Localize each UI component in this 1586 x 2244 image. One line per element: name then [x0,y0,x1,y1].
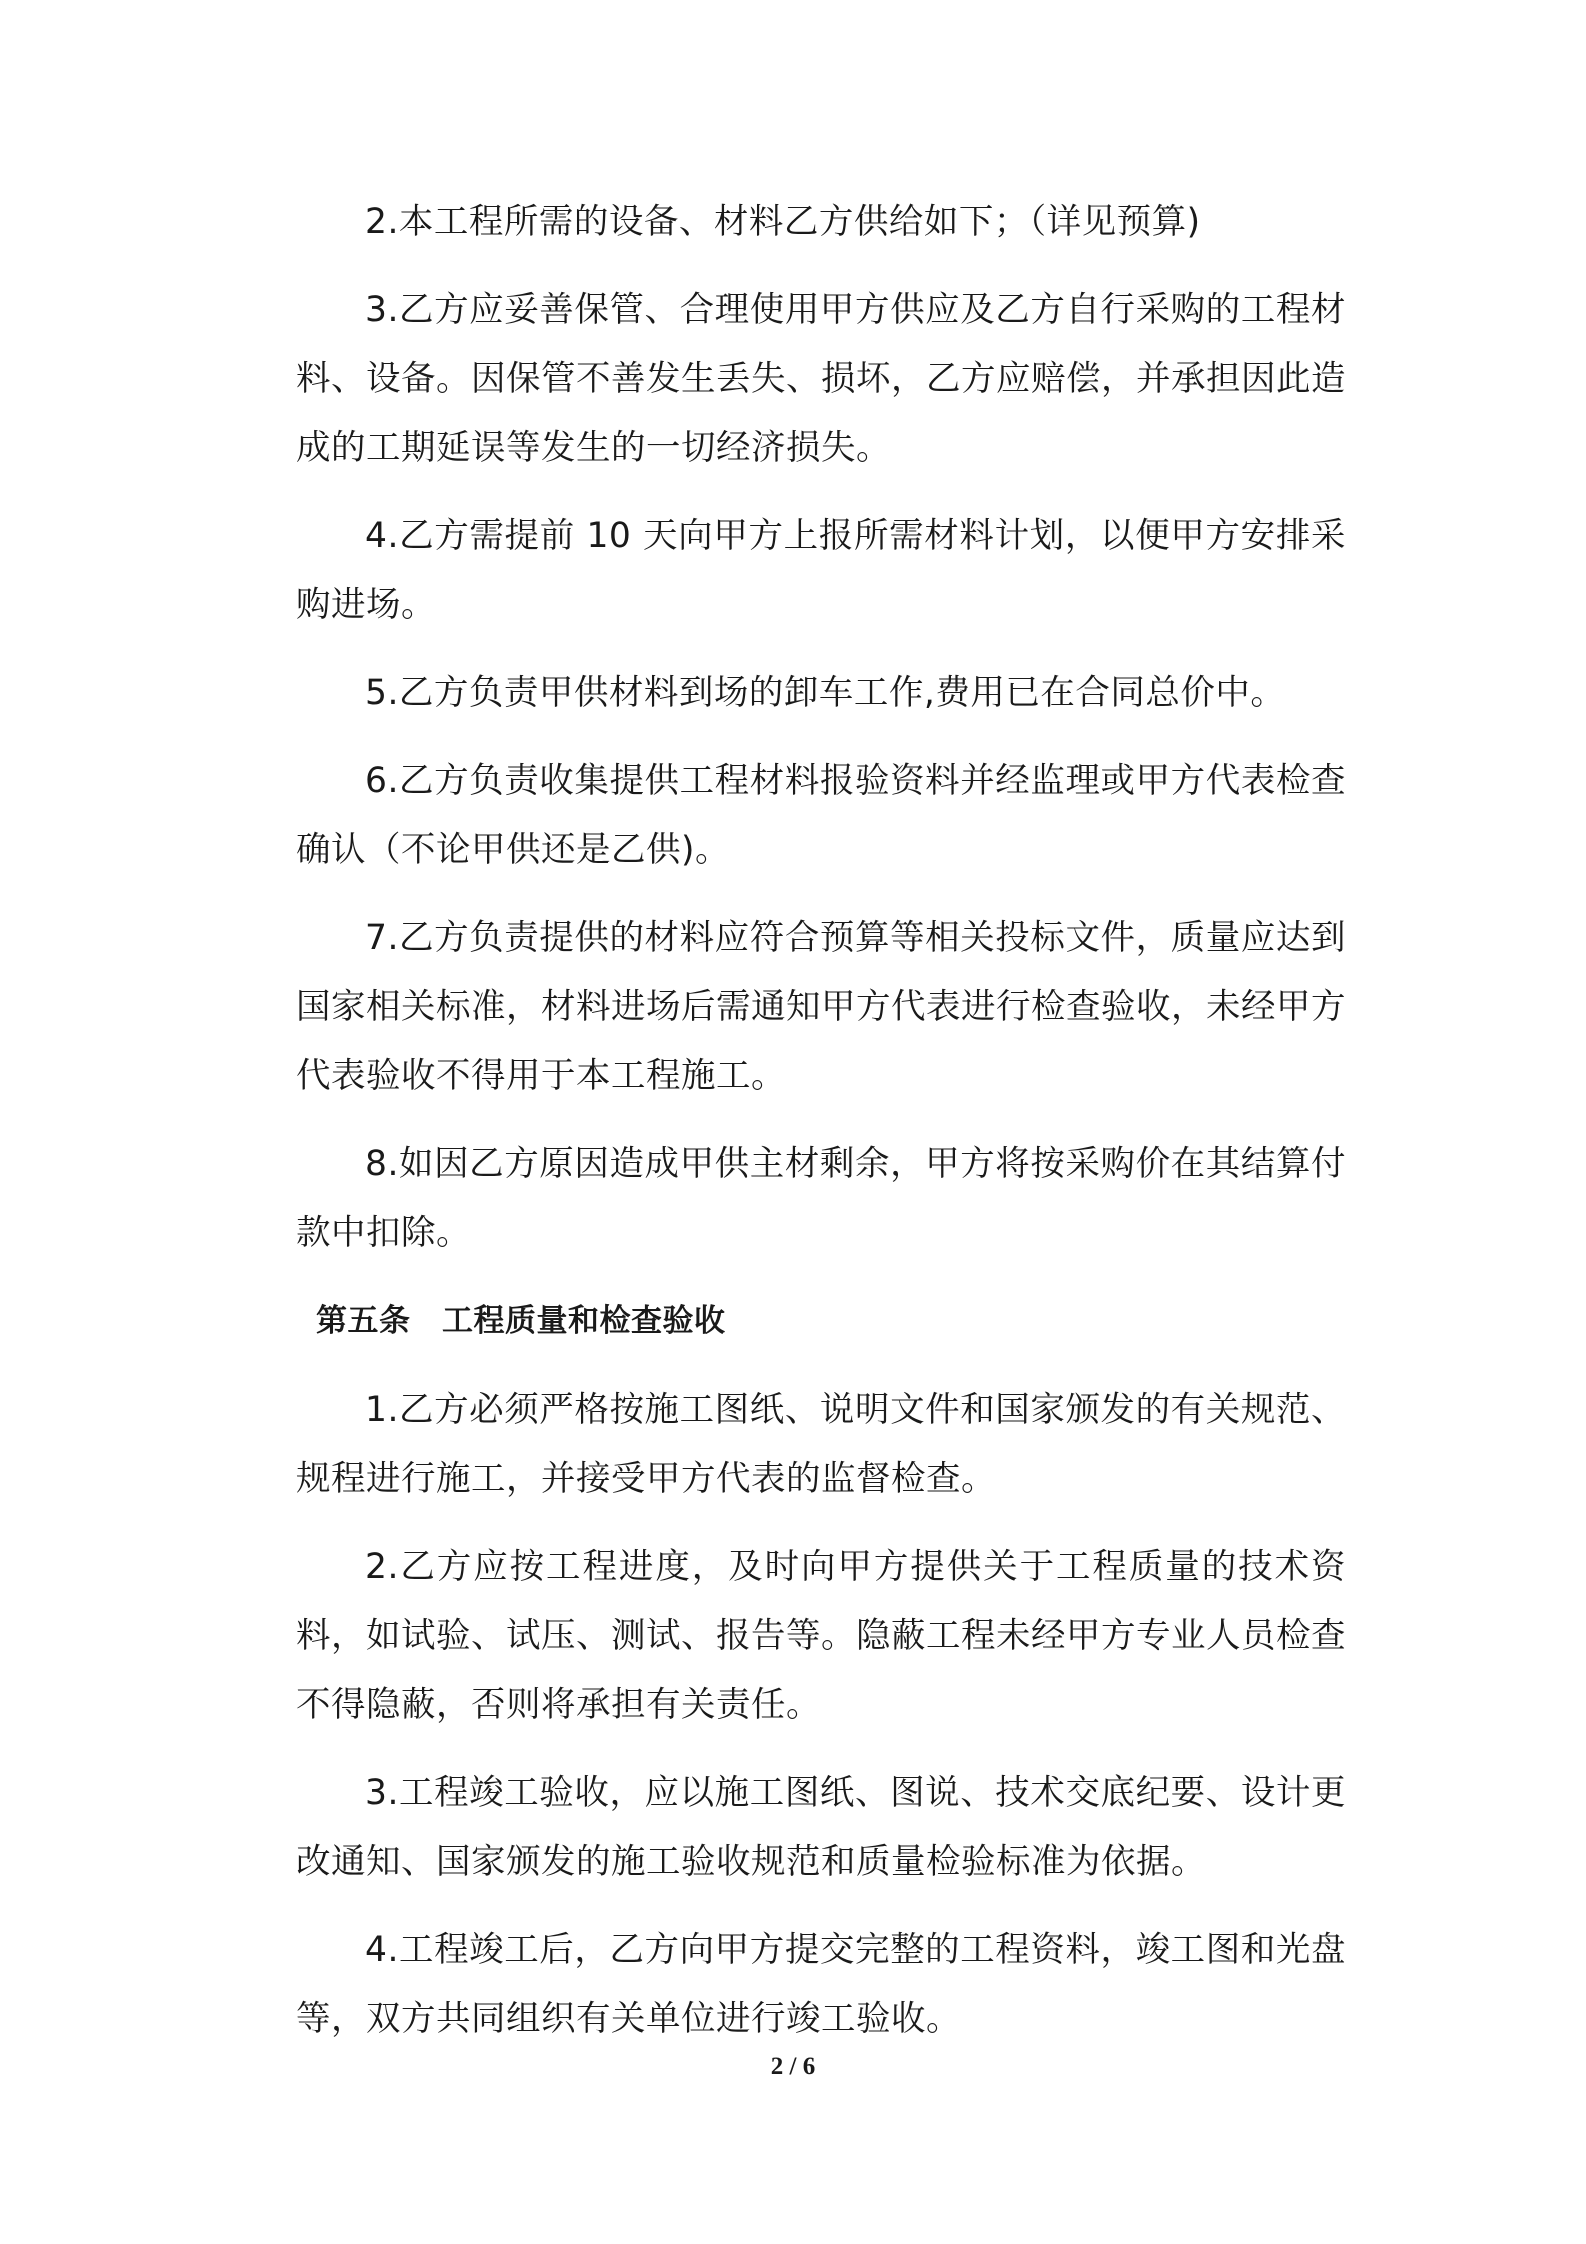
document-body [296,188,1346,2073]
clause-5-item-1: 1.乙方必须严格按施工图纸、说明文件和国家颁发的有关规范、规程进行施工，并接受甲方代表的监督检查。 [296,1390,1346,1499]
clause-5-item-3: 3.工程竣工验收，应以施工图纸、图说、技术交底纪要、设计更改通知、国家颁发的施工验收规范和质量检验标准为依据。 [296,1773,1346,1882]
clause-4-item-5: 5.乙方负责甲供材料到场的卸车工作,费用已在合同总价中。 [365,673,1286,713]
clause-4-item-8: 8.如因乙方原因造成甲供主材剩余，甲方将按采购价在其结算付款中扣除。 [296,1144,1346,1253]
section-heading: 第五条 工程质量和检查验收 [316,1303,726,1339]
clause-4-item-2: 2.本工程所需的设备、材料乙方供给如下；（详见预算) [365,202,1201,242]
clause-4-item-7: 7.乙方负责提供的材料应符合预算等相关投标文件，质量应达到国家相关标准，材料进场后需通知甲方代表进行检查验收，未经甲方代表验收不得用于本工程施工。 [296,918,1346,1096]
clause-4-item-6: 6.乙方负责收集提供工程材料报验资料并经监理或甲方代表检查确认（不论甲供还是乙供)。 [296,761,1346,870]
page-number: 2 / 6 [770,2053,816,2080]
clause-5-item-2: 2.乙方应按工程进度，及时向甲方提供关于工程质量的技术资料，如试验、试压、测试、报告等。隐蔽工程未经甲方专业人员检查不得隐蔽，否则将承担有关责任。 [296,1547,1346,1725]
clause-5-item-4: 4.工程竣工后，乙方向甲方提交完整的工程资料，竣工图和光盘等，双方共同组织有关单位进行竣工验收。 [296,1930,1346,2039]
clause-4-item-3: 3.乙方应妥善保管、合理使用甲方供应及乙方自行采购的工程材料、设备。因保管不善发生丢失、损坏，乙方应赔偿，并承担因此造成的工期延误等发生的一切经济损失。 [296,290,1346,468]
clause-4-item-4: 4.乙方需提前 10 天向甲方上报所需材料计划，以便甲方安排采购进场。 [296,516,1346,625]
